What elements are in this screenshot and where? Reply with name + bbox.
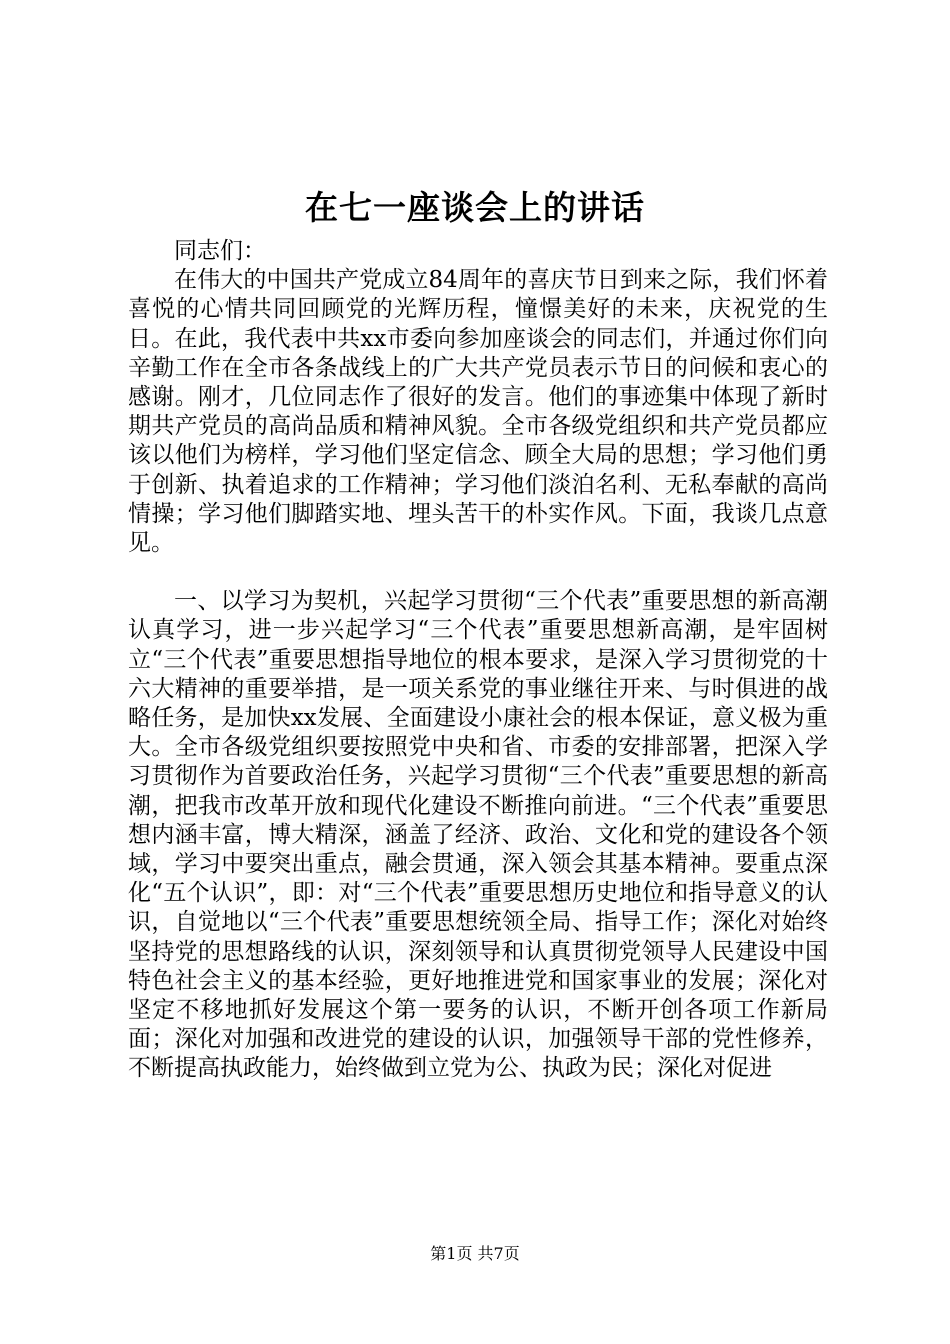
salutation: 同志们： [174,238,266,264]
document-title: 在七一座谈会上的讲话 [305,188,645,227]
page-indicator: 第1页 共7页 [430,1244,520,1263]
document-body [128,237,828,1084]
paragraph: 在伟大的中国共产党成立84周年的喜庆节日到来之际，我们怀着喜悦的心情共同回顾党的光辉历程，憧憬美好的未来，庆祝党的生日。在此，我代表中共xx市委向参加座谈会的同志们，并通过你们向辛勤工作在全市各条战线上的广大共产党员表示节日的问候和衷心的感谢。刚才，几位同志作了很好的发言。他们的事迹集中体现了新时期共产党员的高尚品质和精神风貌。全市各级党组织和共产党员都应该以他们为榜样，学习他们坚定信念、顾全大局的思想；学习他们勇于创新、执着追求的工作精神；学习他们淡泊名利、无私奉献的高尚情操；学习他们脚踏实地、埋头苦干的朴实作风。下面，我谈几点意见。 [128,267,828,557]
paragraph: 一、以学习为契机，兴起学习贯彻“三个代表”重要思想的新高潮认真学习，进一步兴起学习“三个代表”重要思想新高潮，是牢固树立“三个代表”重要思想指导地位的根本要求，是深入学习贯彻党的十六大精神的重要举措，是一项关系党的事业继往开来、与时俱进的战略任务，是加快xx发展、全面建设小康社会的根本保证，意义极为重大。全市各级党组织要按照党中央和省、市委的安排部署，把深入学习贯彻作为首要政治任务，兴起学习贯彻“三个代表”重要思想的新高潮，把我市改革开放和现代化建设不断推向前进。“三个代表”重要思想内涵丰富，博大精深，涵盖了经济、政治、文化和党的建设各个领域，学习中要突出重点，融会贯通，深入领会其基本精神。要重点深化“五个认识”，即：对“三个代表”重要思想历史地位和指导意义的认识，自觉地以“三个代表”重要思想统领全局、指导工作；深化对始终坚持党的思想路线的认识，深刻领导和认真贯彻党领导人民建设中国特色社会主义的基本经验，更好地推进党和国家事业的发展；深化对坚定不移地抓好发展这个第一要务的认识，不断开创各项工作新局面；深化对加强和改进党的建设的认识，加强领导干部的党性修养，不断提高执政能力，始终做到立党为公、执政为民；深化对促进 [128,588,828,1082]
